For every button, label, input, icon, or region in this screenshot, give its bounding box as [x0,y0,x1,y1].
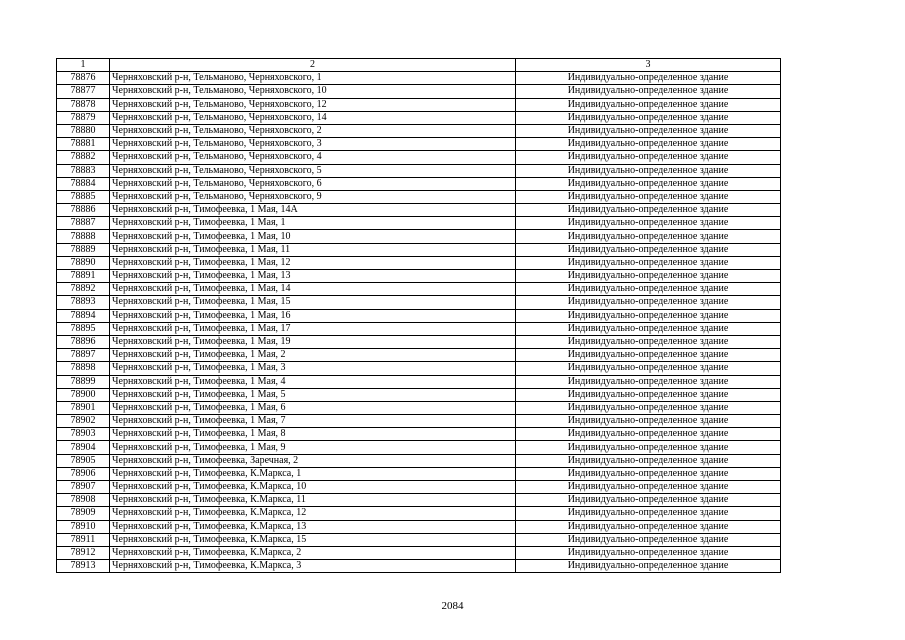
registry-number-cell: 78899 [57,375,110,388]
table-row [57,296,781,309]
address-cell: Черняховский р-н, Тимофеевка, Заречная, 2 [110,454,516,467]
table-row [57,243,781,256]
object-type-cell: Индивидуально-определенное здание [516,230,781,243]
table-row [57,494,781,507]
address-cell: Черняховский р-н, Тельманово, Черняховского, 10 [110,85,516,98]
address-cell: Черняховский р-н, Тимофеевка, К.Маркса, 1 [110,467,516,480]
registry-number-cell: 78896 [57,335,110,348]
table-row [57,481,781,494]
registry-number-cell: 78903 [57,428,110,441]
registry-number-cell: 78898 [57,362,110,375]
object-type-cell: Индивидуально-определенное здание [516,270,781,283]
registry-number-cell: 78910 [57,520,110,533]
registry-number-cell: 78881 [57,138,110,151]
table-row [57,190,781,203]
column-header-1: 1 [57,59,110,72]
table-row [57,217,781,230]
object-type-cell: Индивидуально-определенное здание [516,481,781,494]
registry-number-cell: 78907 [57,481,110,494]
address-cell: Черняховский р-н, Тимофеевка, К.Маркса, 12 [110,507,516,520]
registry-number-cell: 78877 [57,85,110,98]
table-row [57,401,781,414]
object-type-cell: Индивидуально-определенное здание [516,309,781,322]
object-type-cell: Индивидуально-определенное здание [516,256,781,269]
object-type-cell: Индивидуально-определенное здание [516,243,781,256]
address-cell: Черняховский р-н, Тимофеевка, К.Маркса, 15 [110,533,516,546]
object-type-cell: Индивидуально-определенное здание [516,296,781,309]
registry-number-cell: 78900 [57,388,110,401]
table-row [57,204,781,217]
registry-number-cell: 78886 [57,204,110,217]
registry-number-cell: 78902 [57,415,110,428]
address-cell: Черняховский р-н, Тимофеевка, К.Маркса, 11 [110,494,516,507]
table-row [57,72,781,85]
table-row [57,454,781,467]
registry-number-cell: 78888 [57,230,110,243]
table-row [57,533,781,546]
table-row [57,270,781,283]
object-type-cell: Индивидуально-определенное здание [516,217,781,230]
table-row [57,322,781,335]
object-type-cell: Индивидуально-определенное здание [516,362,781,375]
address-cell: Черняховский р-н, Тимофеевка, 1 Мая, 10 [110,230,516,243]
object-type-cell: Индивидуально-определенное здание [516,375,781,388]
registry-number-cell: 78913 [57,560,110,573]
object-type-cell: Индивидуально-определенное здание [516,507,781,520]
table-row [57,507,781,520]
table-row [57,164,781,177]
address-cell: Черняховский р-н, Тимофеевка, 1 Мая, 7 [110,415,516,428]
object-type-cell: Индивидуально-определенное здание [516,467,781,480]
table-row [57,415,781,428]
object-type-cell: Индивидуально-определенное здание [516,322,781,335]
table-row [57,309,781,322]
registry-number-cell: 78879 [57,111,110,124]
table-row [57,124,781,137]
address-cell: Черняховский р-н, Тельманово, Черняховского, 2 [110,124,516,137]
table-row [57,546,781,559]
registry-number-cell: 78884 [57,177,110,190]
property-table [56,58,781,573]
registry-number-cell: 78885 [57,190,110,203]
registry-number-cell: 78894 [57,309,110,322]
object-type-cell: Индивидуально-определенное здание [516,401,781,414]
address-cell: Черняховский р-н, Тимофеевка, К.Маркса, 13 [110,520,516,533]
object-type-cell: Индивидуально-определенное здание [516,177,781,190]
object-type-cell: Индивидуально-определенное здание [516,428,781,441]
registry-number-cell: 78904 [57,441,110,454]
registry-number-cell: 78906 [57,467,110,480]
registry-number-cell: 78892 [57,283,110,296]
table-row [57,467,781,480]
address-cell: Черняховский р-н, Тимофеевка, К.Маркса, 2 [110,546,516,559]
object-type-cell: Индивидуально-определенное здание [516,190,781,203]
object-type-cell: Индивидуально-определенное здание [516,283,781,296]
table-row [57,85,781,98]
registry-number-cell: 78908 [57,494,110,507]
object-type-cell: Индивидуально-определенное здание [516,138,781,151]
address-cell: Черняховский р-н, Тимофеевка, 1 Мая, 4 [110,375,516,388]
object-type-cell: Индивидуально-определенное здание [516,111,781,124]
registry-number-cell: 78890 [57,256,110,269]
address-cell: Черняховский р-н, Тимофеевка, 1 Мая, 3 [110,362,516,375]
table-row [57,335,781,348]
registry-number-cell: 78912 [57,546,110,559]
address-cell: Черняховский р-н, Тельманово, Черняховского, 6 [110,177,516,190]
table-row [57,98,781,111]
table-row [57,230,781,243]
address-cell: Черняховский р-н, Тельманово, Черняховского, 3 [110,138,516,151]
table-row [57,560,781,573]
address-cell: Черняховский р-н, Тимофеевка, 1 Мая, 9 [110,441,516,454]
table-row [57,520,781,533]
registry-number-cell: 78876 [57,72,110,85]
table-row [57,388,781,401]
address-cell: Черняховский р-н, Тимофеевка, 1 Мая, 5 [110,388,516,401]
column-header-3: 3 [516,59,781,72]
registry-number-cell: 78889 [57,243,110,256]
object-type-cell: Индивидуально-определенное здание [516,72,781,85]
object-type-cell: Индивидуально-определенное здание [516,164,781,177]
registry-number-cell: 78887 [57,217,110,230]
registry-number-cell: 78891 [57,270,110,283]
object-type-cell: Индивидуально-определенное здание [516,85,781,98]
registry-number-cell: 78905 [57,454,110,467]
address-cell: Черняховский р-н, Тимофеевка, К.Маркса, 10 [110,481,516,494]
registry-number-cell: 78911 [57,533,110,546]
registry-number-cell: 78895 [57,322,110,335]
table-row [57,428,781,441]
address-cell: Черняховский р-н, Тимофеевка, 1 Мая, 16 [110,309,516,322]
address-cell: Черняховский р-н, Тимофеевка, 1 Мая, 6 [110,401,516,414]
page-number: 2084 [441,600,464,612]
table-row [57,375,781,388]
object-type-cell: Индивидуально-определенное здание [516,349,781,362]
registry-number-cell: 78878 [57,98,110,111]
object-type-cell: Индивидуально-определенное здание [516,546,781,559]
object-type-cell: Индивидуально-определенное здание [516,388,781,401]
table-row [57,283,781,296]
object-type-cell: Индивидуально-определенное здание [516,151,781,164]
object-type-cell: Индивидуально-определенное здание [516,494,781,507]
table-row [57,151,781,164]
object-type-cell: Индивидуально-определенное здание [516,441,781,454]
address-cell: Черняховский р-н, Тимофеевка, 1 Мая, 8 [110,428,516,441]
object-type-cell: Индивидуально-определенное здание [516,204,781,217]
object-type-cell: Индивидуально-определенное здание [516,520,781,533]
table-row [57,349,781,362]
address-cell: Черняховский р-н, Тимофеевка, К.Маркса, 3 [110,560,516,573]
object-type-cell: Индивидуально-определенное здание [516,335,781,348]
address-cell: Черняховский р-н, Тимофеевка, 1 Мая, 2 [110,349,516,362]
object-type-cell: Индивидуально-определенное здание [516,415,781,428]
registry-number-cell: 78897 [57,349,110,362]
registry-number-cell: 78880 [57,124,110,137]
registry-number-cell: 78901 [57,401,110,414]
address-cell: Черняховский р-н, Тимофеевка, 1 Мая, 19 [110,335,516,348]
object-type-cell: Индивидуально-определенное здание [516,454,781,467]
registry-number-cell: 78909 [57,507,110,520]
object-type-cell: Индивидуально-определенное здание [516,533,781,546]
registry-number-cell: 78893 [57,296,110,309]
address-cell: Черняховский р-н, Тельманово, Черняховского, 1 [110,72,516,85]
table-row [57,441,781,454]
address-cell: Черняховский р-н, Тимофеевка, 1 Мая, 14А [110,204,516,217]
object-type-cell: Индивидуально-определенное здание [516,560,781,573]
address-cell: Черняховский р-н, Тельманово, Черняховского, 5 [110,164,516,177]
column-header-2: 2 [110,59,516,72]
table-row [57,138,781,151]
table-body [57,59,781,573]
address-cell: Черняховский р-н, Тельманово, Черняховского, 4 [110,151,516,164]
address-cell: Черняховский р-н, Тельманово, Черняховского, 9 [110,190,516,203]
table-row [57,256,781,269]
address-cell: Черняховский р-н, Тимофеевка, 1 Мая, 17 [110,322,516,335]
registry-number-cell: 78882 [57,151,110,164]
table-row [57,362,781,375]
address-cell: Черняховский р-н, Тимофеевка, 1 Мая, 15 [110,296,516,309]
table-row [57,111,781,124]
address-cell: Черняховский р-н, Тимофеевка, 1 Мая, 12 [110,256,516,269]
table-row [57,177,781,190]
address-cell: Черняховский р-н, Тимофеевка, 1 Мая, 11 [110,243,516,256]
address-cell: Черняховский р-н, Тельманово, Черняховского, 14 [110,111,516,124]
address-cell: Черняховский р-н, Тимофеевка, 1 Мая, 14 [110,283,516,296]
address-cell: Черняховский р-н, Тимофеевка, 1 Мая, 13 [110,270,516,283]
address-cell: Черняховский р-н, Тимофеевка, 1 Мая, 1 [110,217,516,230]
table-header-row [57,59,781,72]
object-type-cell: Индивидуально-определенное здание [516,98,781,111]
address-cell: Черняховский р-н, Тельманово, Черняховского, 12 [110,98,516,111]
registry-number-cell: 78883 [57,164,110,177]
object-type-cell: Индивидуально-определенное здание [516,124,781,137]
